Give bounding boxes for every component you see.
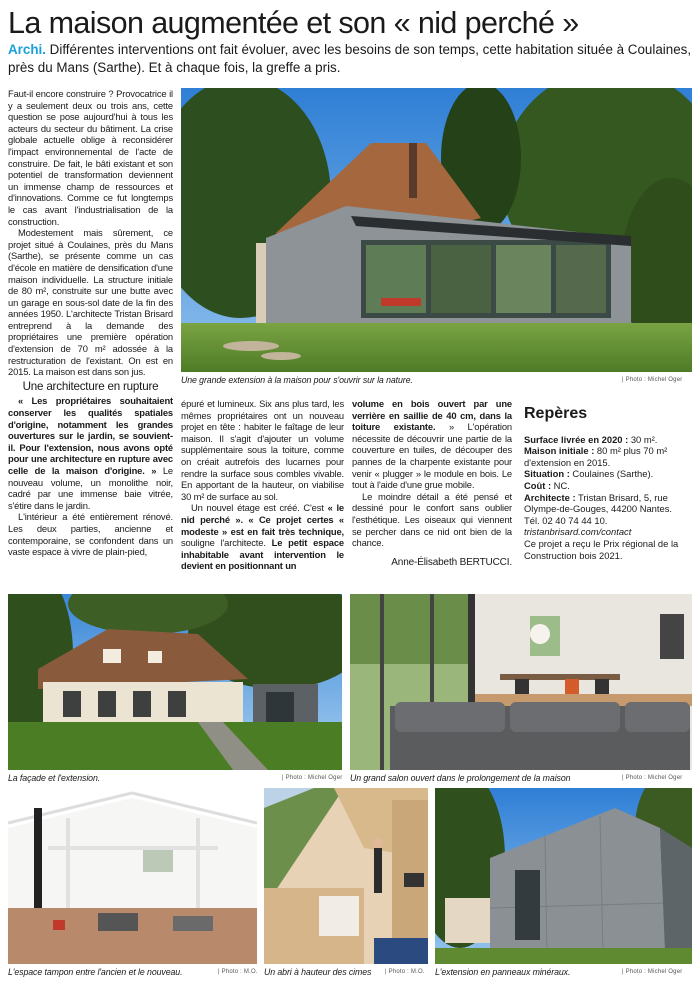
fact-cout [524,480,692,492]
paragraph: Le moindre détail a été pensé et dessiné pour le confort sans oublier l'esthétique. Les oiseaux qui viennent se percher dans ce nid ont bien de la chance. [352,490,512,549]
reperes-box [524,398,692,561]
caption-main: Une grande extension à la maison pour s'ouvrir sur la nature. [181,375,413,385]
caption-facade: La façade et l'extension. [8,773,101,783]
paragraph-text: souligne l'architecte. [181,537,272,549]
fact-value: 80 m² plus 70 m² d'extension en 2015. [524,445,668,468]
quote-bold: Le petit espace inhabitable avant intervention le devient en positionnant un [181,537,344,572]
credit-espace-tampon: | Photo : M.O. [218,969,258,975]
paragraph [352,398,512,491]
fact-surface [524,434,692,446]
quote-bold: « le nid perché ». « Ce projet certes « modeste » est en fait très technique, [181,502,344,537]
fact-value: NC. [551,479,570,491]
credit-salon: | Photo : Michel Oger [622,775,683,781]
fact-label: Architecte : [524,491,576,503]
fact-value: Tristan Brisard, 5, rue Olympe-de-Gouges, 44200 Nantes. [524,491,672,515]
credit-abri-cimes: | Photo : M.O. [385,969,425,975]
paragraph: Faut-il encore construire ? Provocatrice il y a seulement deux ou trois ans, cette question se pose aujourd'hui à tous les acteurs du secteur du bâtiment. La crise globale actuelle oblige à reconsidérer l'impact environnemental de l'acte de construire. De fait, le bâti existant et son potentiel de transformation deviennent un immense champ de ressources et d'innovations. Comme ce fut longtemps le cas avant l'industrialisation de la construction. [8,88,173,227]
caption-abri-cimes: Un abri à hauteur des cimes [264,967,372,977]
rubric-label: Archi. [8,42,46,57]
paragraph [8,395,173,511]
paragraph: Modestement mais sûrement, ce projet situé à Coulaines, près du Mans (Sarthe), se présente comme un cas d'école en matière de densification d'une maison individuelle. La structure initiale de 80 m², construite sur une butte avec un garage en sous-sol date de la fin des années 1950. L'architecte Tristan Brisard entreprend à la demande des propriétaires une première opération d'extension de 70 m² adossée à la restructuration de l'existant. On est en 2015. La maison est dans son jus. [8,227,173,378]
fact-value: 30 m². [628,433,658,445]
photo-espace-tampon [8,788,257,964]
fact-maison [524,445,692,468]
author-signature: Anne-Élisabeth BERTUCCI. [391,556,512,568]
article-column-2 [181,398,344,572]
fact-tel: Tél. 02 40 74 44 10. [524,514,608,526]
caption-salon: Un grand salon ouvert dans le prolongement de la maison [350,773,571,783]
credit-panneaux-mineraux: | Photo : Michel Oger [622,969,683,975]
quote-bold: « Les propriétaires souhaitaient conserver les qualités spatiales d'origine, notamment les grandes ouvertures sur le jardin, se souvient-il. Pour l'extension, nous avons opté pour une architecture en rupture avec celle de la maison d'origine. » [8,395,173,476]
fact-label: Surface livrée en 2020 : [524,433,629,445]
headline: La maison augmentée et son « nid perché » [8,6,579,40]
article-column-1 [8,88,173,558]
paragraph-text: Le nouveau volume, un monolithe noir, cadré par une immense baie vitrée, s'étire dans le jardin. [8,465,173,511]
fact-value: Coulaines (Sarthe). [569,468,654,480]
subheading: Une architecture en rupture [22,379,159,393]
photo-facade [8,594,342,770]
photo-panneaux-mineraux [435,788,692,964]
fact-architecte [524,492,692,515]
paragraph: épuré et lumineux. Six ans plus tard, les mêmes propriétaires ont un nouveau projet en tête : habiter le faîtage de leur maison. Il s'agit d'ajouter un volume supplémentaire sous la toiture, comme on créait autrefois des lucarnes pour rendre la surface sous combles vivable. En apportant de la hauteur, on viabilise 30 m² de surface au sol. [181,398,344,502]
article-column-3 [352,398,512,568]
fact-situation [524,468,692,480]
caption-espace-tampon: L'espace tampon entre l'ancien et le nouveau. [8,967,183,977]
photo-abri-cimes [264,788,428,964]
fact-label: Maison initiale : [524,445,595,457]
fact-label: Situation : [524,468,570,480]
caption-panneaux-mineraux: L'extension en panneaux minéraux. [435,967,571,977]
credit-facade: | Photo : Michel Oger [282,775,343,781]
standfirst-text: Différentes interventions ont fait évoluer, avec les besoins de son temps, cette habitation située à Coulaines, près du Mans (Sarthe). Et à chaque fois, la greffe a pris. [8,42,692,75]
photo-salon [350,594,692,770]
website-link-text[interactable]: tristanbrisard.com/contact [524,526,632,538]
quote-bold: volume en bois ouvert par une verrière en saillie de 40 cm, dans la toiture existante. [352,398,512,433]
fact-label: Coût : [524,479,552,491]
paragraph-text: » L'opération nécessite de découvrir une partie de la couverture en tuiles, de découper des pannes de la charpente existante pour venir « plugger » le module en bois. Le tout à l'aide d'une grue mobile. [352,421,512,491]
credit-main: | Photo : Michel Oger [622,377,683,383]
fact-website-link[interactable] [524,526,692,538]
reperes-title: Repères [524,405,588,422]
paragraph [181,502,344,572]
paragraph-text: Un nouvel étage est créé. C'est [191,502,328,514]
photo-main-extension [181,88,692,372]
standfirst [8,41,692,77]
fact-prix: Ce projet a reçu le Prix régional de la Construction bois 2021. [524,537,679,561]
paragraph: L'intérieur a été entièrement rénové. Les deux parties, ancienne et contemporaine, se confondent dans un vaste espace à vivre de plain-pied, [8,511,173,558]
